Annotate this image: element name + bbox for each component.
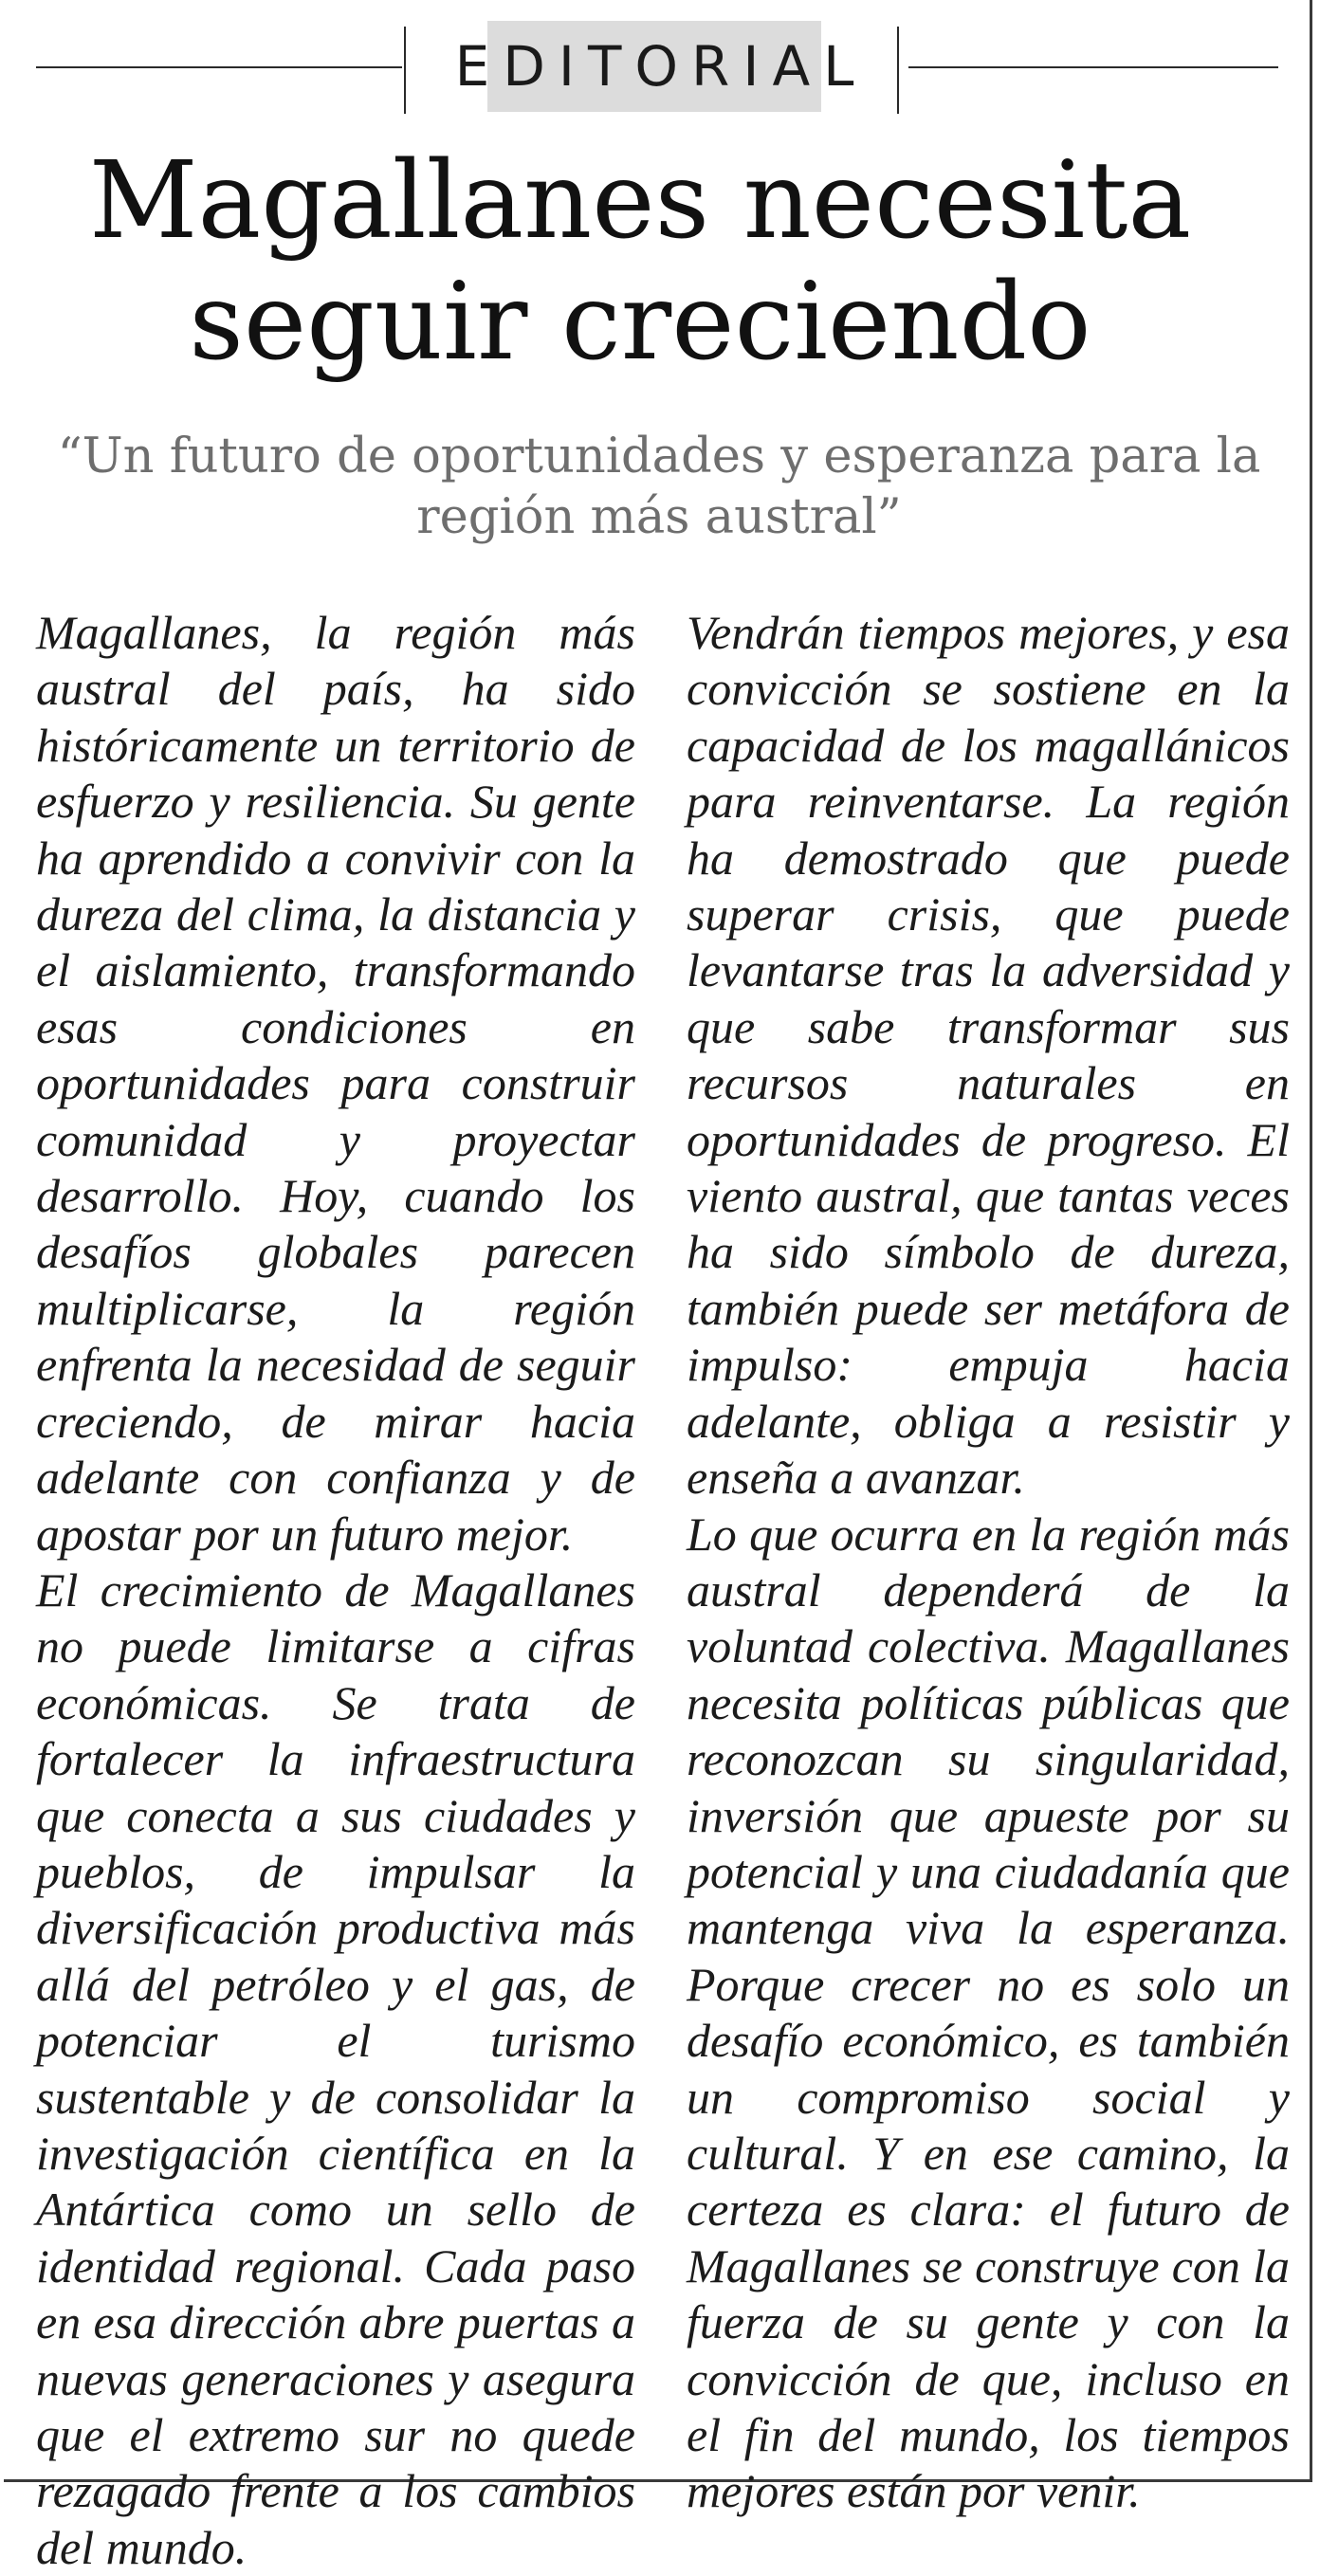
header-rule-right xyxy=(908,66,1278,68)
section-header xyxy=(36,17,1278,112)
article-paragraph: Lo que ocurra en la región más austral dependerá de la voluntad colectiva. Magallanes necesita políticas públicas que reconozcan su singularidad, inversión que apueste por su potencial y una ciudadanía que mantenga viva la esperanza. Porque crecer no es solo un desafío económico, es también un compromiso social y cultural. Y en ese camino, la certeza es clara: el futuro de Magallanes se construye con la fuerza de su gente y con la convicción de que, incluso en el fin del mundo, los tiempos mejores están por venir. xyxy=(687,1507,1290,2518)
article-deck: “Un futuro de oportunidades y esperanza para la región más austral” xyxy=(57,429,1261,545)
header-rule-left xyxy=(36,66,402,68)
section-kicker: EDITORIAL xyxy=(487,21,821,112)
header-tick-right xyxy=(897,27,899,114)
article-headline: Magallanes necesita seguir creciendo xyxy=(88,139,1192,384)
header-tick-left xyxy=(404,27,406,114)
article-paragraph: Magallanes, la región más austral del país, ha sido históricamente un territorio de esfuerzo y resiliencia. Su gente ha aprendido a convivir con la dureza del clima, la distancia y el aislamiento, transformando esas condiciones en oportunidades para construir comunidad y proyectar desarrollo. Hoy, cuando los desafíos globales parecen multiplicarse, la región enfrenta la necesidad de seguir creciendo, de mirar hacia adelante con confianza y de apostar por un futuro mejor. xyxy=(36,606,635,1561)
article-column-left xyxy=(36,605,635,2576)
article-paragraph: Vendrán tiempos mejores, y esa convicción se sostiene en la capacidad de los magallánicos para reinventarse. La región ha demostrado que puede superar crisis, que puede levantarse tras la adversidad y que sabe transformar sus recursos naturales en oportunidades de progreso. El viento austral, que tantas veces ha sido símbolo de dureza, también puede ser metáfora de impulso: empuja hacia adelante, obliga a resistir y enseña a avanzar. xyxy=(687,606,1290,1505)
article-paragraph: El crecimiento de Magallanes no puede limitarse a cifras económicas. Se trata de fortalecer la infraestructura que conecta a sus ciudades y pueblos, de impulsar la diversificación productiva más allá del petróleo y el gas, de potenciar el turismo sustentable y de consolidar la investigación científica en la Antártica como un sello de identidad regional. Cada paso en esa dirección abre puertas a nuevas generaciones y asegura que el extremo sur no quede rezagado frente a los cambios del mundo. xyxy=(36,1562,635,2574)
article-column-right xyxy=(687,605,1290,2520)
